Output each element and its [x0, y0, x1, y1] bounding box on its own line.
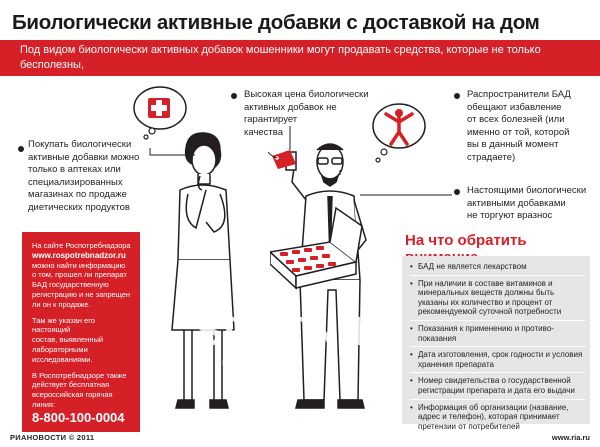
info-text: действует бесплатная — [32, 380, 110, 390]
rospotrebnadzor-info-box — [22, 232, 140, 432]
info-text: ли он к продаже. — [32, 299, 91, 309]
note-vendors-line: активными добавками — [467, 197, 566, 209]
rospotrebnadzor-link: www.rospotrebnadzor.ru — [32, 250, 126, 260]
info-text: можно найти информацию — [32, 260, 126, 270]
attention-list — [402, 256, 590, 431]
watermark-id: #946021 — [222, 357, 258, 367]
info-text: На сайте Роспотребнадзора — [32, 241, 131, 250]
note-buy-line: только в аптеках или — [28, 164, 121, 175]
note-distributors — [467, 89, 592, 164]
note-buy-line: магазинах по продаже — [28, 189, 127, 200]
note-price-line: Высокая цена биологически — [244, 89, 369, 100]
note-price-line: активных добавок не гарантирует — [244, 101, 337, 125]
info-text: регистрацию и не запрещен — [32, 289, 131, 299]
info-text: В Роспотребнадзоре также — [32, 370, 127, 380]
info-text: Там же указан его настоящий — [32, 315, 95, 335]
note-bullet — [454, 93, 460, 99]
note-buy-line: активные добавки можно — [28, 151, 140, 163]
note-bullet — [18, 146, 24, 152]
note-bullet — [454, 189, 460, 195]
info-text: БАД государственную — [32, 280, 109, 290]
info-text: о том, прошел ли препарат — [32, 270, 127, 280]
hotline-phone: 8-800-100-0004 — [32, 409, 125, 425]
note-price-line: качества — [244, 126, 283, 138]
note-distributors-line: именно от той, которой — [467, 126, 570, 138]
banner-line-1: Под видом биологически активных добавок мошенники могут продавать средства, которые не только бесполезны, — [20, 44, 541, 71]
footer-site-link[interactable]: www.ria.ru — [551, 433, 590, 442]
footer — [10, 433, 590, 442]
note-buy-line: Покупать биологически — [28, 139, 132, 150]
note-vendors-line: не торгуют вразнос — [467, 210, 553, 221]
info-text: всероссийская горячая линия: — [32, 390, 113, 409]
note-price — [244, 89, 389, 139]
attention-item: • Номер свидетельства о государственной регистрации препарата и дата его выдачи — [410, 376, 585, 399]
attention-item: • Дата изготовления, срок годности и условия хранения препарата — [410, 350, 585, 373]
note-bullet — [231, 93, 237, 99]
note-vendors-line: Настоящими биологически — [467, 185, 587, 196]
note-distributors-line: вы в данный момент — [467, 139, 559, 150]
note-distributors-line: от всех болезней (или — [467, 114, 565, 125]
footer-brand: РИАНОВОСТИ © 2011 — [10, 433, 95, 442]
page-title: Биологически активные добавки с доставкой на дом — [12, 11, 540, 34]
attention-heading: На что обратить — [405, 232, 527, 249]
note-distributors-line: обещают избавление — [467, 101, 562, 113]
info-text: состав, выявленный — [32, 335, 104, 345]
note-vendors — [467, 185, 592, 223]
attention-item: • БАД не является лекарством — [410, 262, 585, 276]
note-distributors-line: страдаете) — [467, 151, 516, 163]
sputnik-watermark: SPUTNIK — [195, 308, 382, 354]
note-buy-line: диетических продуктов — [28, 201, 130, 213]
note-distributors-line: Распространители БАД — [467, 89, 571, 100]
note-buy — [28, 139, 153, 214]
attention-item: • Информация об организации (название, адрес и телефон), которая принимает претензии от потребителей — [410, 403, 585, 435]
note-buy-line: специализированных — [28, 176, 123, 188]
info-text: лабораторными — [32, 344, 88, 354]
info-text: исследованиями. — [32, 354, 93, 364]
banner-line-2: но и вредны для здоровья — [20, 74, 155, 86]
attention-item: • Показания к применению и противо-показания — [410, 324, 585, 347]
attention-item: • При наличии в составе витаминов и минеральных веществ должны быть указаны их количество и процент от рекомендуемой суточной потребности — [410, 279, 585, 321]
